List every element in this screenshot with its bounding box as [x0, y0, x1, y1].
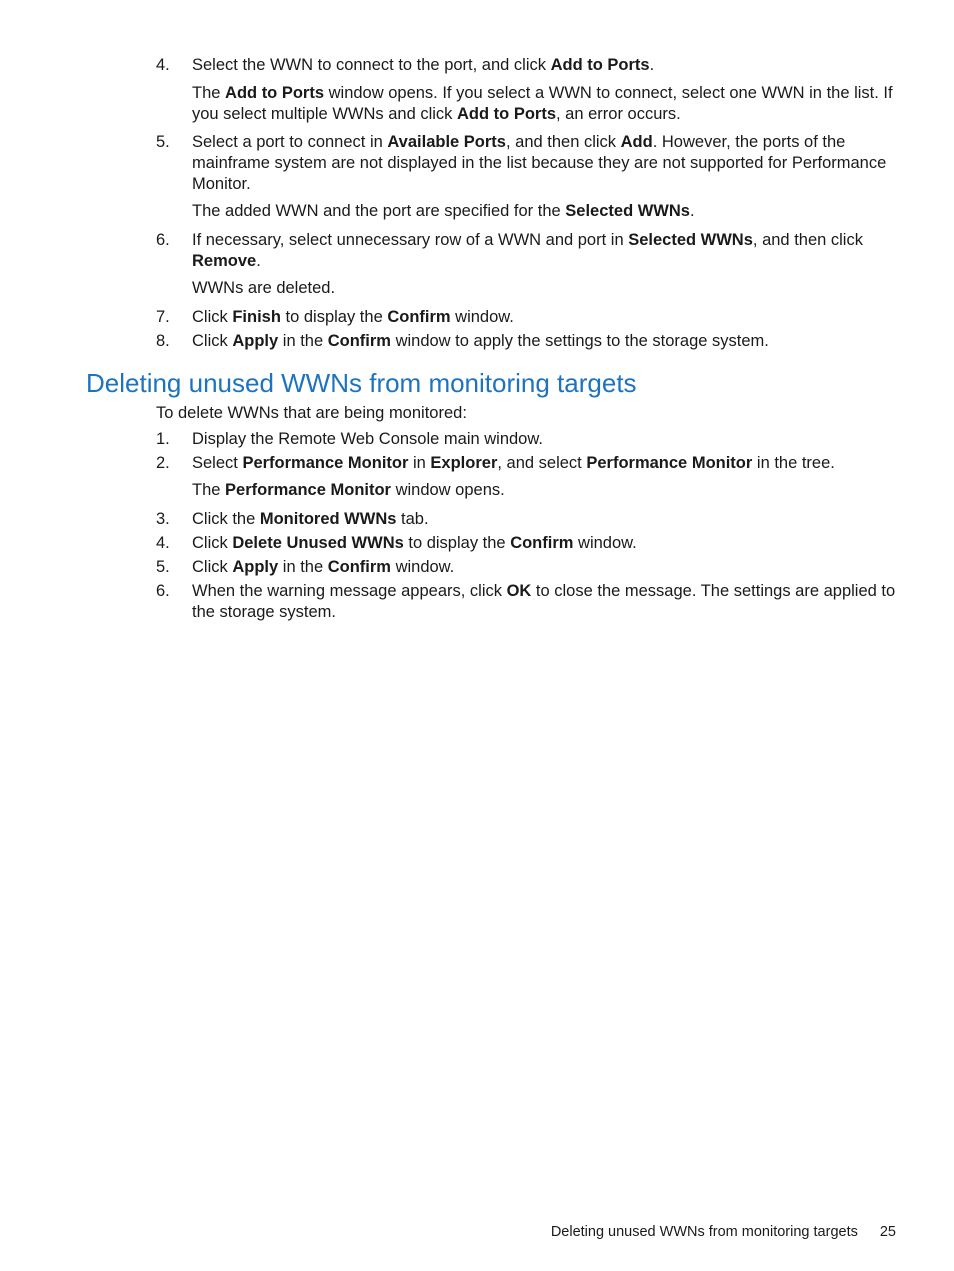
text-run: , and then click	[505, 133, 621, 151]
text-run: window.	[573, 534, 637, 552]
text-run: The	[192, 481, 226, 499]
text-run: Click	[192, 308, 233, 326]
step-text	[192, 83, 904, 125]
text-run: window.	[450, 308, 514, 326]
step-text	[192, 429, 904, 450]
text-run: in the	[278, 558, 328, 576]
step-text	[192, 331, 904, 352]
text-run: in the	[278, 332, 328, 350]
ui-term: Available Ports	[387, 133, 506, 151]
section-intro: To delete WWNs that are being monitored:	[156, 404, 467, 422]
ui-term: Add to Ports	[457, 105, 556, 123]
text-run: to display the	[280, 308, 388, 326]
text-run: , and select	[497, 454, 587, 472]
ui-term: Confirm	[510, 534, 574, 552]
ui-term: Delete Unused WWNs	[232, 534, 404, 552]
text-run: .	[649, 56, 655, 74]
step-number: 8.	[156, 332, 170, 350]
step-text	[192, 307, 904, 328]
ui-term: Confirm	[327, 558, 391, 576]
text-run: When the warning message appears, click	[192, 582, 507, 600]
step-text	[192, 55, 904, 76]
step-text	[192, 557, 904, 578]
text-run: window opens.	[390, 481, 505, 499]
text-run: to close the message. The settings are applied to the storage system.	[192, 582, 896, 621]
footer-title: Deleting unused WWNs from monitoring targets	[550, 1224, 858, 1240]
text-run: .	[689, 202, 695, 220]
step-text	[192, 132, 904, 195]
step-text	[192, 509, 904, 530]
step-text	[192, 533, 904, 554]
text-run: window.	[390, 558, 455, 576]
ui-term: Performance Monitor	[586, 454, 753, 472]
step-number: 1.	[156, 430, 170, 448]
text-run: Display the Remote Web Console main window.	[192, 430, 543, 448]
text-run: window to apply the settings to the storage system.	[390, 332, 769, 350]
text-run: in the tree.	[752, 454, 835, 472]
ui-term: Apply	[232, 558, 279, 576]
ui-term: Confirm	[327, 332, 391, 350]
ui-term: Add to Ports	[550, 56, 650, 74]
step-number: 5.	[156, 558, 170, 576]
step-text	[192, 201, 904, 222]
text-run: If necessary, select unnecessary row of a WWN and port in	[192, 231, 629, 249]
ui-term: Confirm	[387, 308, 451, 326]
ui-term: Apply	[232, 332, 279, 350]
text-run: Select	[192, 454, 243, 472]
text-run: tab.	[396, 510, 429, 528]
ui-term: Add	[620, 133, 653, 151]
step-text	[192, 278, 904, 299]
text-run: Select the WWN to connect to the port, and click	[192, 56, 551, 74]
ui-term: Selected WWNs	[628, 231, 753, 249]
step-number: 6.	[156, 582, 170, 600]
text-run: WWNs are deleted.	[192, 279, 336, 297]
step-text	[192, 453, 904, 474]
ui-term: Add to Ports	[225, 84, 325, 102]
text-run: , and then click	[752, 231, 863, 249]
ui-term: Explorer	[430, 454, 498, 472]
ui-term: Performance Monitor	[242, 454, 409, 472]
text-run: Select a port to connect in	[192, 133, 388, 151]
step-number: 4.	[156, 534, 170, 552]
step-number: 6.	[156, 231, 170, 249]
text-run: window opens. If you select a WWN to connect, select one WWN in the list. If you select multiple WWNs and click	[192, 84, 893, 123]
text-run: Click	[192, 332, 233, 350]
step-number: 2.	[156, 454, 170, 472]
ui-term: OK	[506, 582, 532, 600]
step-number: 3.	[156, 510, 170, 528]
ui-term: Finish	[232, 308, 281, 326]
text-run: Click the	[192, 510, 260, 528]
step-text	[192, 480, 904, 501]
ui-term: Remove	[192, 252, 257, 270]
ui-term: Selected WWNs	[565, 202, 690, 220]
text-run: to display the	[403, 534, 511, 552]
text-run: Click	[192, 558, 233, 576]
step-number: 7.	[156, 308, 170, 326]
text-run: The	[192, 84, 226, 102]
text-run: . However, the ports of the mainframe system are not displayed in the list because they are not supported for Performance Monitor.	[192, 133, 887, 193]
text-run: in	[408, 454, 431, 472]
step-text	[192, 230, 904, 272]
step-number: 5.	[156, 133, 170, 151]
page-footer	[551, 1222, 896, 1242]
ui-term: Monitored WWNs	[259, 510, 397, 528]
page-number: 25	[879, 1224, 896, 1240]
text-run: , an error occurs.	[556, 105, 681, 123]
section-heading: Deleting unused WWNs from monitoring targets	[86, 368, 637, 398]
text-run: Click	[192, 534, 233, 552]
ui-term: Performance Monitor	[225, 481, 391, 499]
step-number: 4.	[156, 56, 170, 74]
text-run: .	[256, 252, 261, 270]
text-run: The added WWN and the port are specified for the	[192, 202, 566, 220]
step-text	[192, 581, 904, 623]
